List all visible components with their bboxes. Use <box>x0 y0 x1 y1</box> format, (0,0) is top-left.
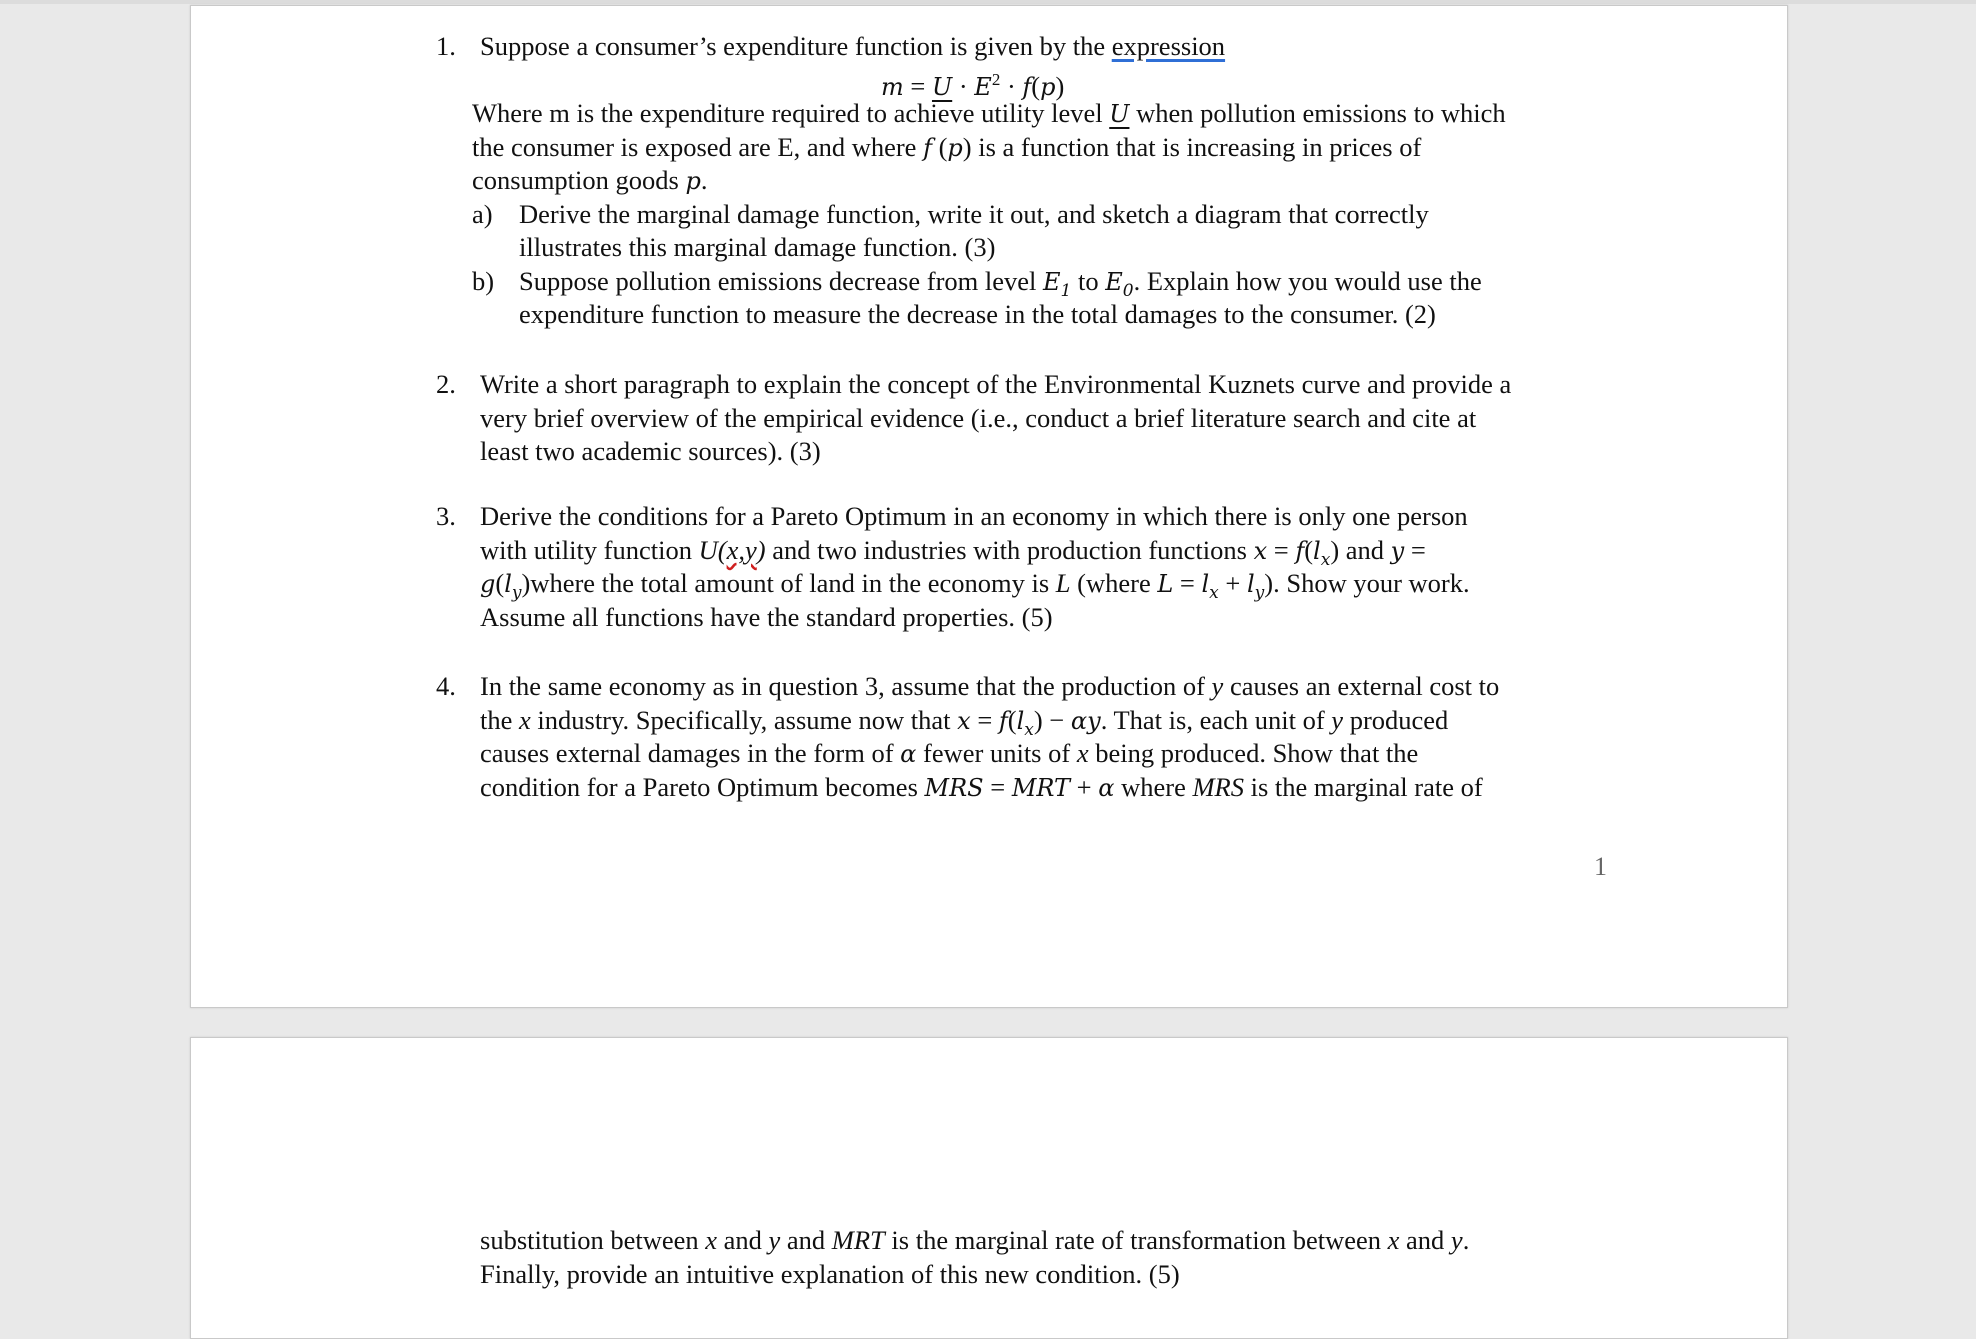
math-symbol: 1 <box>1060 280 1072 301</box>
text-line <box>472 130 1421 164</box>
math-symbol: y <box>511 583 522 603</box>
question-number: 1. <box>436 31 456 61</box>
text-run: causes external damages in the form of <box>480 738 901 768</box>
math-symbol: f <box>998 706 1008 735</box>
math-symbol: f <box>1022 72 1032 101</box>
text-run: consumption goods <box>472 165 686 195</box>
math-symbol: x <box>1253 536 1268 565</box>
page-number: 1 <box>1594 852 1607 881</box>
math-symbol: x <box>1387 1225 1400 1255</box>
text-run: = <box>1173 568 1202 598</box>
text-line <box>480 434 821 468</box>
text-run: Where m is the expenditure required to achieve utility level <box>472 98 1110 128</box>
text-line <box>480 770 1483 804</box>
text-line <box>480 499 1468 533</box>
text-line <box>480 566 1470 603</box>
math-symbol: x <box>957 706 971 735</box>
question-number: 4. <box>436 671 456 701</box>
text-run: is the marginal rate of transformation between <box>884 1225 1388 1255</box>
text-run: substitution between <box>480 1225 706 1255</box>
text-run: is the marginal rate of <box>1243 771 1483 802</box>
window-top-edge <box>0 0 1976 4</box>
text-line <box>472 163 707 197</box>
math-symbol: p <box>685 167 701 195</box>
text-line <box>472 264 1482 301</box>
math-symbol: MRS <box>1192 771 1244 802</box>
text-run: condition for a Pareto Optimum becomes <box>480 771 925 802</box>
text-run: . Explain how you would use the <box>1133 265 1482 296</box>
text-line <box>480 367 1511 401</box>
text-run: causes an external cost to <box>1223 671 1500 701</box>
subquestion-label: b) <box>472 265 495 296</box>
text-run: illustrates this marginal damage function. (3) <box>519 232 996 262</box>
math-symbol: MRT <box>831 1225 885 1255</box>
text-run: Assume all functions have the standard properties. (5) <box>480 601 1053 632</box>
math-symbol: MRT <box>1011 773 1071 802</box>
text-run: · <box>952 70 975 101</box>
math-symbol: E <box>974 72 992 101</box>
text-run: Suppose pollution emissions decrease from level <box>519 265 1044 296</box>
text-line <box>519 297 1436 331</box>
text-run: expenditure function to measure the decrease in the total damages to the consumer. (2) <box>519 299 1436 329</box>
math-symbol: p <box>1040 72 1056 101</box>
text-line <box>480 401 1476 435</box>
text-run: industry. Specifically, assume now that <box>530 704 958 735</box>
math-symbol: x <box>705 1225 717 1255</box>
math-symbol: 2 <box>991 69 1001 89</box>
text-run: Write a short paragraph to explain the concept of the Environmental Kuznets curve and provide a <box>480 369 1512 399</box>
document-page-2 <box>190 1037 1788 1339</box>
text-run: ( <box>1031 70 1041 101</box>
math-symbol: l <box>1313 536 1321 565</box>
text-run: ( <box>495 568 505 598</box>
text-run: and two industries with production functions <box>765 534 1254 565</box>
text-line <box>480 669 1499 703</box>
text-run: ) <box>1055 70 1065 101</box>
math-symbol: 0 <box>1122 280 1134 301</box>
math-symbol: l <box>1016 706 1025 735</box>
text-run: = <box>983 771 1012 802</box>
math-symbol: x <box>519 704 531 735</box>
text-run: the <box>480 704 519 735</box>
text-run: the consumer is exposed are E, and where <box>472 131 924 162</box>
text-line <box>472 96 1506 130</box>
math-symbol: l <box>1246 570 1255 598</box>
text-run: (where <box>1070 568 1158 598</box>
math-symbol: y <box>1390 536 1405 565</box>
math-symbol: L <box>1157 570 1174 598</box>
math-symbol: f <box>923 133 932 162</box>
text-run: ). Show your work. <box>1264 568 1470 598</box>
text-line <box>472 197 1429 231</box>
math-symbol[interactable]: x,y <box>726 534 757 565</box>
math-symbol: x <box>1320 549 1331 570</box>
math-symbol: E <box>1043 267 1061 296</box>
math-symbol: x <box>1024 719 1034 740</box>
math-symbol: m <box>881 72 904 101</box>
math-symbol: l <box>1201 570 1210 598</box>
subquestion-label: a) <box>472 198 493 229</box>
text-run: fewer units of <box>916 738 1077 768</box>
math-symbol: U <box>931 72 953 101</box>
text-run: Finally, provide an intuitive explanation of this new condition. (5) <box>480 1258 1180 1289</box>
text-run: very brief overview of the empirical evidence (i.e., conduct a brief literature search and cite at <box>480 402 1477 433</box>
math-symbol: y <box>1211 671 1224 701</box>
math-symbol: αy <box>1070 706 1101 735</box>
math-symbol: x <box>1076 738 1089 768</box>
math-symbol: U <box>1109 100 1130 128</box>
text-line <box>480 1257 1180 1291</box>
text-run: · <box>1000 70 1023 101</box>
math-symbol: ) <box>756 534 766 565</box>
math-symbol: α <box>900 740 917 768</box>
text-run: = <box>1404 534 1426 565</box>
question-number: 3. <box>436 501 456 531</box>
equation <box>881 63 1065 101</box>
text-run: and <box>780 1225 832 1255</box>
math-symbol: U( <box>698 534 727 565</box>
text-run: . <box>700 165 708 195</box>
text-line <box>480 1223 1469 1257</box>
text-line <box>480 736 1418 770</box>
text-run: produced <box>1343 704 1449 735</box>
math-symbol: MRS <box>924 773 984 802</box>
text-run: least two academic sources). (3) <box>480 436 821 466</box>
text-run: ) − <box>1033 704 1071 735</box>
text-line <box>480 29 1225 63</box>
text-run: . That is, each unit of <box>1100 704 1332 735</box>
math-symbol: y <box>1331 704 1344 735</box>
math-symbol: p <box>947 133 963 162</box>
text-run: Suppose a consumer’s expenditure function is given by the <box>480 31 1112 61</box>
text-run: = <box>970 704 999 735</box>
text-line <box>480 703 1449 740</box>
text-run: being produced. Show that the <box>1088 738 1419 768</box>
text-run: and <box>1399 1225 1451 1255</box>
text-run: ( <box>1304 534 1314 565</box>
spellcheck-underlined-word[interactable]: expression <box>1111 31 1226 61</box>
text-run: with utility function <box>480 534 699 565</box>
text-run: Derive the conditions for a Pareto Optimum in an economy in which there is only one person <box>480 501 1468 531</box>
text-line <box>519 230 995 264</box>
math-symbol: x <box>1209 583 1219 603</box>
text-run: = <box>1267 534 1296 565</box>
text-run: = <box>903 70 932 101</box>
text-run: Derive the marginal damage function, write it out, and sketch a diagram that correctly <box>519 198 1429 229</box>
text-run: and <box>717 1225 769 1255</box>
text-run: ( <box>1007 704 1017 735</box>
text-run: to <box>1071 265 1106 296</box>
math-symbol: L <box>1055 568 1071 598</box>
text-run: when pollution emissions to which <box>1129 98 1506 128</box>
text-run: )where the total amount of land in the economy is <box>521 568 1056 598</box>
math-symbol: y <box>768 1225 781 1255</box>
math-symbol: E <box>1105 267 1123 296</box>
text-line <box>480 533 1426 570</box>
math-symbol: l <box>504 570 512 598</box>
text-line <box>480 600 1053 634</box>
text-run: In the same economy as in question 3, assume that the production of <box>480 671 1212 701</box>
text-run: ) and <box>1330 534 1391 565</box>
text-run: . <box>1462 1225 1470 1255</box>
math-symbol: α <box>1098 773 1115 802</box>
text-run: ( <box>931 131 948 162</box>
text-run: where <box>1114 771 1193 802</box>
math-symbol: g <box>480 570 496 598</box>
text-run: + <box>1070 771 1099 802</box>
math-symbol: f <box>1295 536 1305 565</box>
math-symbol: y <box>1450 1225 1463 1255</box>
document-page-1 <box>190 5 1788 1008</box>
text-run: + <box>1218 568 1247 598</box>
math-symbol: y <box>1254 583 1265 603</box>
question-number: 2. <box>436 369 456 399</box>
text-run: ) is a function that is increasing in prices of <box>962 131 1422 162</box>
